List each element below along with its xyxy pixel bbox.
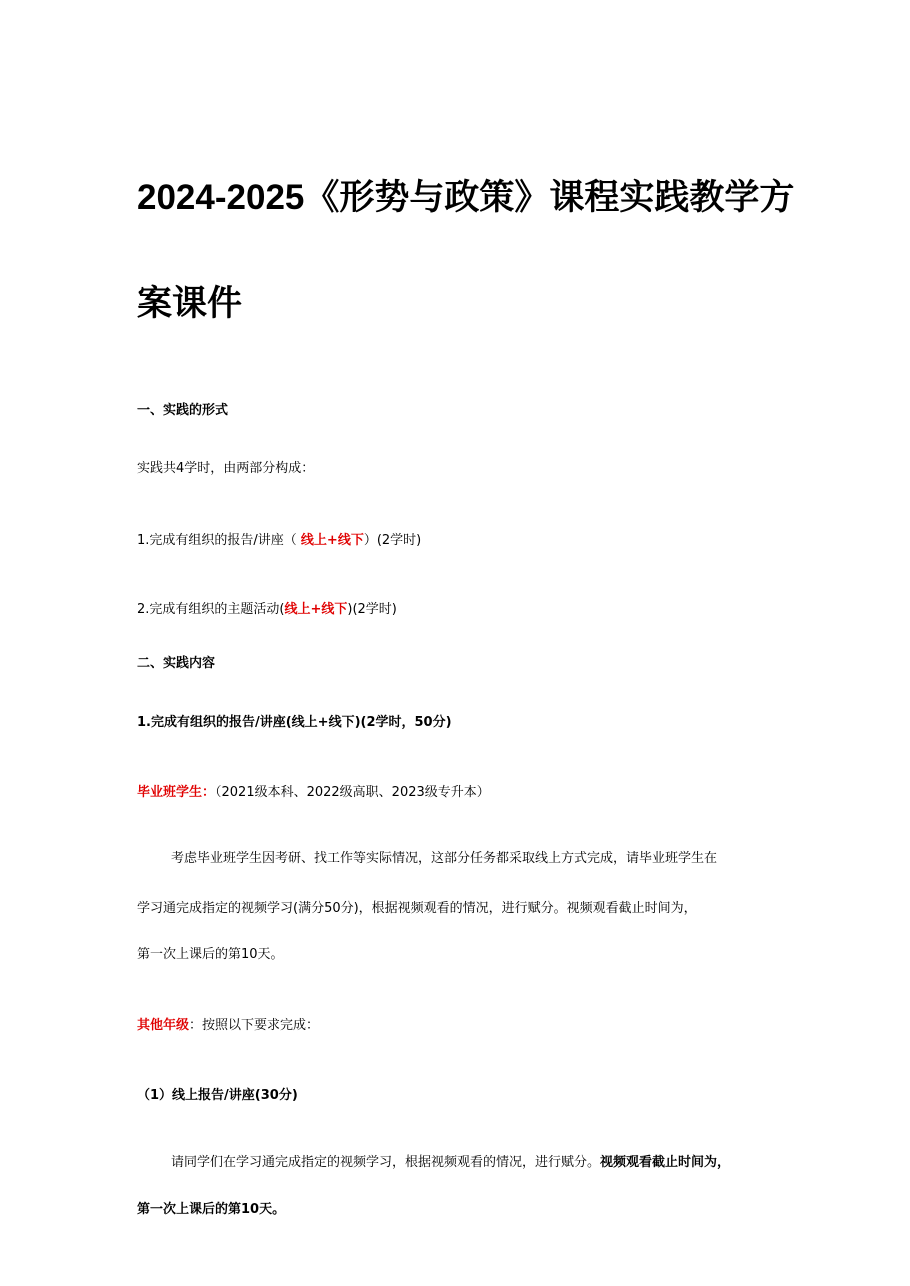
list-item-2-suffix: )(2学时)	[347, 602, 397, 617]
graduating-students-note: （2021级本科、2022级高职、2023级专升本）	[215, 785, 490, 800]
online-lecture-paragraph-line-1	[171, 1154, 730, 1172]
subsection-online-lecture: （1）线上报告/讲座(30分)	[137, 1088, 298, 1103]
other-grades-line	[137, 1017, 319, 1035]
other-grades-label: 其他年级	[137, 1018, 190, 1033]
doc-title-line-1: 2024-2025《形势与政策》课程实践教学方	[137, 178, 795, 217]
graduating-students-line	[137, 784, 490, 802]
graduating-students-label: 毕业班学生：	[137, 785, 216, 800]
doc-title-line-2: 案课件	[137, 284, 243, 323]
list-item-1-highlight: 线上+线下	[300, 533, 364, 548]
list-item-1-text: 1.完成有组织的报告/讲座（	[137, 533, 301, 548]
section-heading-1: 一、实践的形式	[137, 403, 229, 418]
graduating-paragraph-line-2: 学习通完成指定的视频学习(满分50分)，根据视频观看的情况，进行赋分。视频观看截止时间为，	[137, 901, 697, 916]
list-item-1-suffix: ）(2学时)	[363, 533, 422, 548]
graduating-paragraph-line-3: 第一次上课后的第10天。	[137, 947, 284, 962]
graduating-paragraph-line-1: 考虑毕业班学生因考研、找工作等实际情况，这部分任务都采取线上方式完成，请毕业班学生在	[171, 851, 718, 866]
list-item-2	[137, 601, 397, 619]
online-lecture-text: 请同学们在学习通完成指定的视频学习，根据视频观看的情况，进行赋分。	[171, 1155, 601, 1170]
online-lecture-deadline-bold: 视频观看截止时间为，	[600, 1155, 731, 1170]
section-heading-2: 二、实践内容	[137, 656, 216, 671]
list-item-2-text: 2.完成有组织的主题活动(	[137, 602, 285, 617]
paragraph-intro: 实践共4学时，由两部分构成：	[137, 461, 315, 476]
list-item-1	[137, 532, 421, 550]
online-lecture-paragraph-line-2: 第一次上课后的第10天。	[137, 1202, 286, 1217]
subsection-heading-1: 1.完成有组织的报告/讲座(线上+线下)(2学时，50分)	[137, 715, 452, 730]
other-grades-note: ：按照以下要求完成：	[189, 1018, 320, 1033]
list-item-2-highlight: 线上+线下	[284, 602, 348, 617]
